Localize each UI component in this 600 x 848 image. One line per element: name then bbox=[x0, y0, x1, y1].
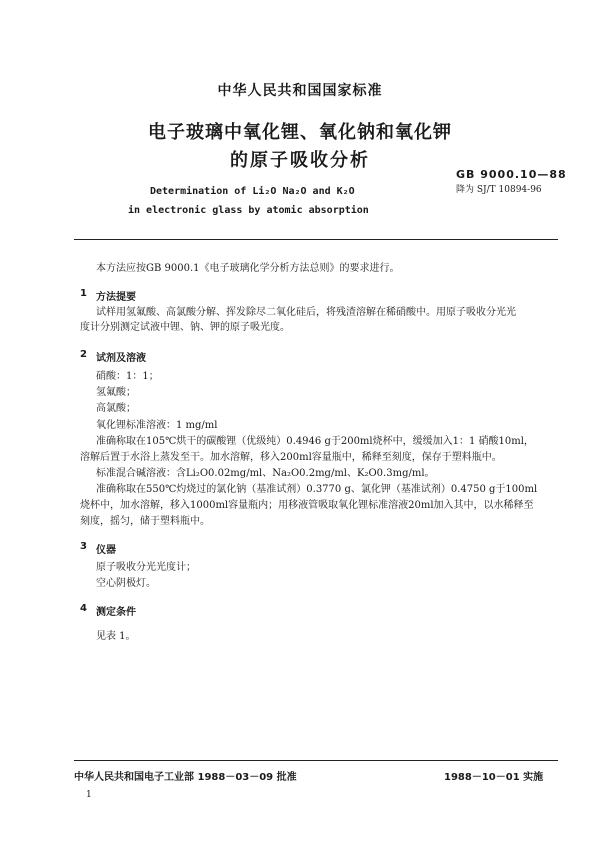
section-4-line-1: 见表 1。 bbox=[96, 631, 136, 642]
section-2-line-10: 刻度，摇匀，储于塑料瓶中。 bbox=[80, 516, 210, 527]
standard-organization: 中华人民共和国国家标准 bbox=[217, 83, 383, 99]
document-title-line2: 的原子吸收分析 bbox=[230, 150, 370, 171]
section-3-number: 3 bbox=[80, 541, 87, 552]
page-number: 1 bbox=[86, 790, 92, 800]
section-3-title: 仪器 bbox=[96, 545, 116, 556]
section-2-line-5: 准确称取在105℃烘干的碳酸锂（优级纯）0.4946 g于200ml烧杯中，缓缓加入1：1 硝酸10ml， bbox=[96, 436, 534, 447]
section-2-title: 试剂及溶液 bbox=[96, 353, 146, 364]
english-title-line2: in electronic glass by atomic absorption bbox=[128, 205, 369, 216]
section-2-line-2: 氢氟酸； bbox=[96, 387, 136, 398]
section-2-line-9: 烧杯中，加水溶解，移入1000ml容量瓶内；用移液管吸取氧化锂标准溶液20ml加入其中，以水稀释至 bbox=[80, 500, 534, 511]
section-2-line-8: 准确称取在550℃灼烧过的氯化钠（基准试剂）0.3770 g、氯化钾（基准试剂）0.4750 g于100ml bbox=[96, 484, 538, 495]
footer-divider bbox=[74, 760, 558, 761]
standard-alternate-code: 降为 SJ/T 10894-96 bbox=[456, 185, 542, 195]
section-3-line-1: 原子吸收分光光度计； bbox=[96, 562, 196, 573]
section-1-title: 方法提要 bbox=[96, 292, 136, 303]
approval-note: 中华人民共和国电子工业部 1988－03－09 批准 bbox=[74, 772, 297, 783]
section-1-number: 1 bbox=[80, 288, 87, 299]
intro-paragraph: 本方法应按GB 9000.1《电子玻璃化学分析方法总则》的要求进行。 bbox=[96, 263, 400, 274]
section-2-line-4: 氧化锂标准溶液：1 mg/ml bbox=[96, 420, 218, 431]
english-title-line1: Determination of Li₂O Na₂O and K₂O bbox=[150, 186, 355, 197]
section-2-line-6: 溶解后置于水浴上蒸发至干。加水溶解，移入200ml容量瓶中，稀释至刻度，保存于塑料瓶中。 bbox=[80, 452, 502, 463]
section-4-title: 测定条件 bbox=[96, 607, 136, 618]
implementation-date: 1988－10－01 实施 bbox=[444, 772, 544, 783]
section-2-number: 2 bbox=[80, 349, 87, 360]
section-2-line-3: 高氯酸； bbox=[96, 403, 136, 414]
section-3-line-2: 空心阴极灯。 bbox=[96, 578, 156, 589]
section-2-line-7: 标准混合碱溶液：含Li₂O0.02mg/ml、Na₂O0.2mg/ml、K₂O0.3mg/ml。 bbox=[96, 468, 435, 479]
section-1-line-1: 试样用氢氟酸、高氯酸分解、挥发除尽二氧化硅后，将残渣溶解在稀硝酸中。用原子吸收分光光 bbox=[96, 307, 516, 318]
header-divider bbox=[74, 239, 558, 240]
section-1-line-2: 度计分别测定试液中锂、钠、钾的原子吸光度。 bbox=[80, 322, 290, 333]
section-4-number: 4 bbox=[80, 603, 87, 614]
section-2-line-1: 硝酸：1：1； bbox=[96, 371, 159, 382]
document-title-line1: 电子玻璃中氧化锂、氧化钠和氧化钾 bbox=[148, 122, 452, 143]
standard-code: GB 9000.10—88 bbox=[456, 168, 567, 181]
